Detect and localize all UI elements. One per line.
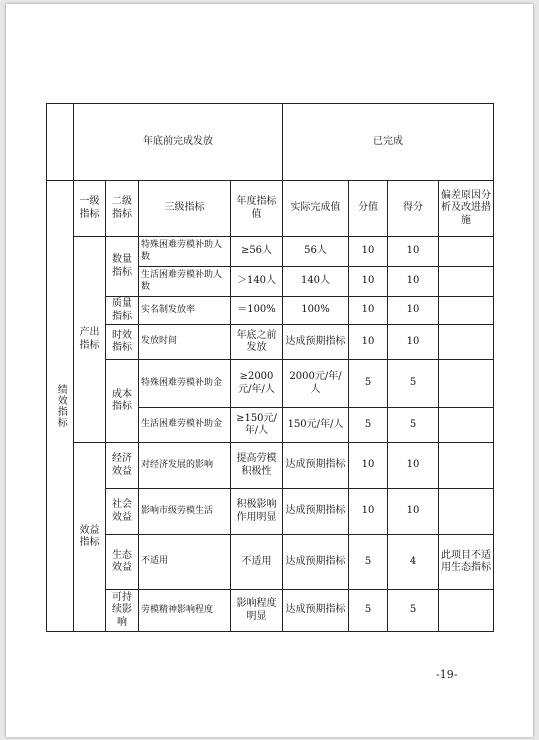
- level2-cell: 经济效益: [106, 443, 139, 489]
- target-header: 年底前完成发放: [74, 104, 283, 181]
- actual-cell: 达成预期指标: [283, 325, 349, 360]
- score-value-cell: 10: [349, 489, 388, 535]
- annual-cell: 不适用: [231, 535, 283, 590]
- level3-cell: 实名制发放率: [139, 297, 231, 325]
- actual-cell: 140人: [283, 267, 349, 297]
- score-value-cell: 10: [349, 297, 388, 325]
- annual-cell: ≥2000元/年/人: [231, 360, 283, 408]
- page-number: -19-: [436, 668, 458, 681]
- reason-cell: [439, 408, 494, 443]
- score-cell: 10: [388, 297, 439, 325]
- performance-table: [46, 103, 494, 632]
- actual-cell: 56人: [283, 237, 349, 267]
- table-row: [47, 590, 494, 632]
- col-level3: 三级指标: [139, 181, 231, 237]
- col-reason: 偏差原因分析及改进措施: [439, 181, 494, 237]
- level3-cell: 劳模精神影响程度: [139, 590, 231, 632]
- actual-cell: 达成预期指标: [283, 443, 349, 489]
- col-level2: 二级指标: [106, 181, 139, 237]
- score-cell: 5: [388, 408, 439, 443]
- annual-cell: ＝100%: [231, 297, 283, 325]
- document-page: [6, 4, 533, 737]
- actual-cell: 150元/年/人: [283, 408, 349, 443]
- actual-cell: 100%: [283, 297, 349, 325]
- level3-cell: 生活困难劳模补助人数: [139, 267, 231, 297]
- table-row: [47, 443, 494, 489]
- score-cell: 10: [388, 237, 439, 267]
- corner-cell: [47, 104, 74, 181]
- annual-cell: 积极影响作用明显: [231, 489, 283, 535]
- annual-cell: 提高劳模积极性: [231, 443, 283, 489]
- actual-cell: 达成预期指标: [283, 590, 349, 632]
- actual-cell: 达成预期指标: [283, 535, 349, 590]
- score-value-cell: 5: [349, 360, 388, 408]
- actual-cell: 2000元/年/人: [283, 360, 349, 408]
- level3-cell: 特殊困难劳模补助人数: [139, 237, 231, 267]
- table-row: [47, 325, 494, 360]
- table-header-row: [47, 104, 494, 181]
- level2-cell: 可持续影响: [106, 590, 139, 632]
- annual-cell: 影响程度明显: [231, 590, 283, 632]
- score-value-cell: 5: [349, 590, 388, 632]
- reason-cell: [439, 360, 494, 408]
- score-cell: 10: [388, 325, 439, 360]
- col-score-value: 分值: [349, 181, 388, 237]
- score-value-cell: 10: [349, 267, 388, 297]
- level3-cell: 不适用: [139, 535, 231, 590]
- reason-cell: [439, 443, 494, 489]
- level2-cell: 时效指标: [106, 325, 139, 360]
- reason-cell: 此项目不适用生态指标: [439, 535, 494, 590]
- score-value-cell: 10: [349, 237, 388, 267]
- actual-cell: 达成预期指标: [283, 489, 349, 535]
- level3-cell: 发放时间: [139, 325, 231, 360]
- col-score: 得分: [388, 181, 439, 237]
- score-value-cell: 5: [349, 408, 388, 443]
- level1-output: 产出指标: [74, 237, 106, 443]
- annual-cell: ＞140人: [231, 267, 283, 297]
- annual-cell: ≥56人: [231, 237, 283, 267]
- column-header-row: [47, 181, 494, 237]
- score-cell: 5: [388, 590, 439, 632]
- table-row: [47, 360, 494, 408]
- level3-cell: 对经济发展的影响: [139, 443, 231, 489]
- table-row: [47, 237, 494, 267]
- col-annual: 年度指标值: [231, 181, 283, 237]
- reason-cell: [439, 325, 494, 360]
- level2-cell: 社会效益: [106, 489, 139, 535]
- done-header: 已完成: [283, 104, 494, 181]
- table-row: [47, 535, 494, 590]
- col-level1: 一级指标: [74, 181, 106, 237]
- reason-cell: [439, 297, 494, 325]
- table-row: [47, 489, 494, 535]
- reason-cell: [439, 489, 494, 535]
- level2-cell: 数量指标: [106, 237, 139, 297]
- score-value-cell: 10: [349, 325, 388, 360]
- annual-cell: ≥150元/年/人: [231, 408, 283, 443]
- reason-cell: [439, 237, 494, 267]
- annual-cell: 年底之前发放: [231, 325, 283, 360]
- level3-cell: 生活困难劳模补助金: [139, 408, 231, 443]
- level3-cell: 影响市级劳模生活: [139, 489, 231, 535]
- reason-cell: [439, 267, 494, 297]
- table-row: [47, 297, 494, 325]
- level2-cell: 质量指标: [106, 297, 139, 325]
- score-cell: 10: [388, 443, 439, 489]
- level2-cell: 成本指标: [106, 360, 139, 443]
- score-value-cell: 10: [349, 443, 388, 489]
- score-cell: 10: [388, 267, 439, 297]
- level1-benefit: 效益指标: [74, 443, 106, 632]
- score-value-cell: 5: [349, 535, 388, 590]
- score-cell: 4: [388, 535, 439, 590]
- reason-cell: [439, 590, 494, 632]
- score-cell: 5: [388, 360, 439, 408]
- col-actual: 实际完成值: [283, 181, 349, 237]
- score-cell: 10: [388, 489, 439, 535]
- level3-cell: 特殊困难劳模补助金: [139, 360, 231, 408]
- level2-cell: 生态效益: [106, 535, 139, 590]
- group-label-cell: 绩效指标: [47, 181, 74, 632]
